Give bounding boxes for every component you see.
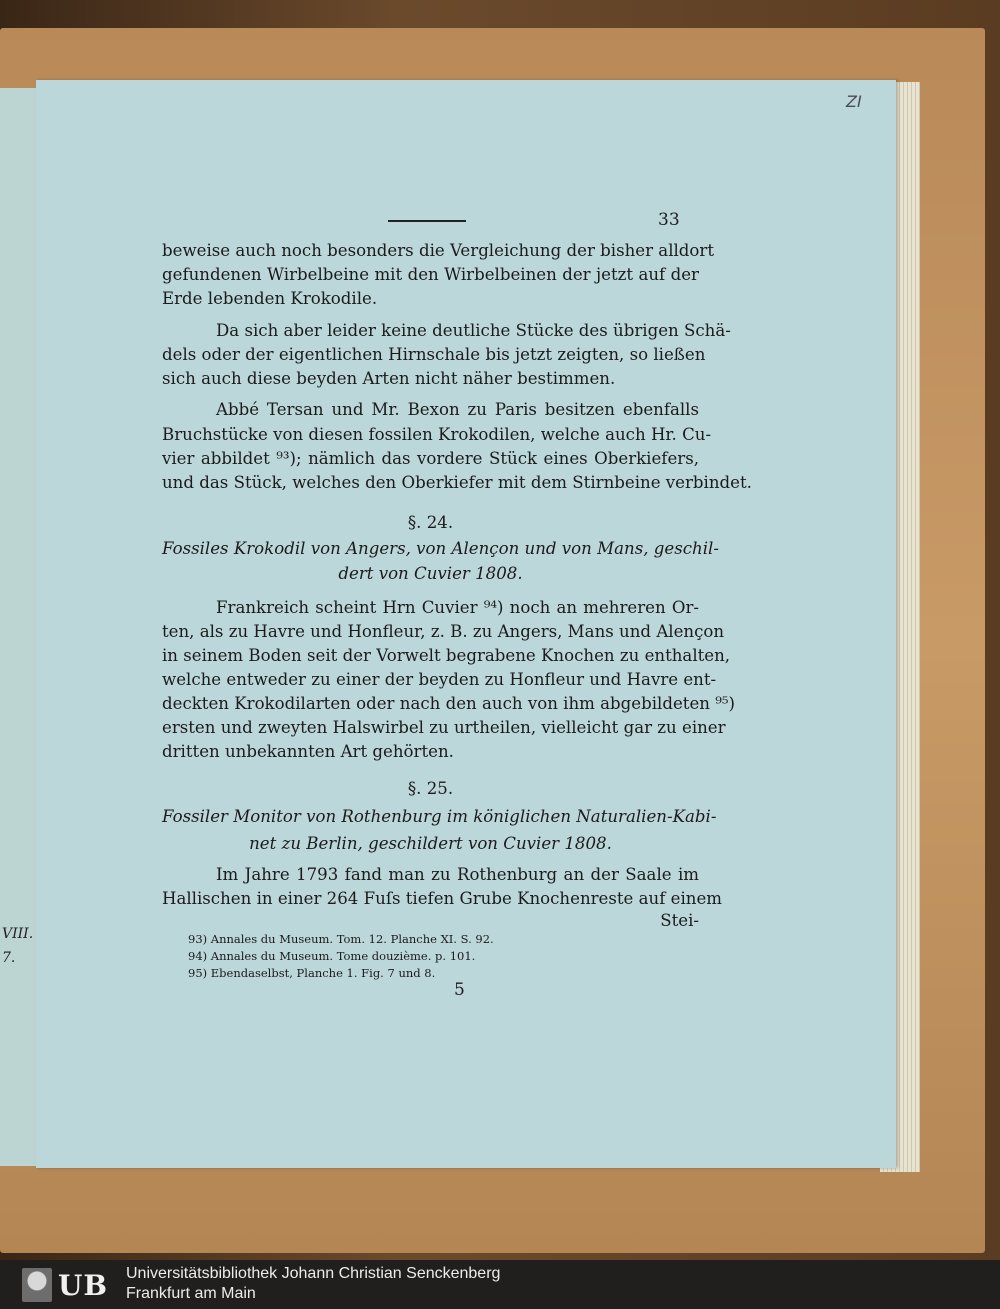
text-line: dels oder der eigentlichen Hirnschale bis jetzt zeigten, so ließen xyxy=(162,345,706,364)
logo-text: UB xyxy=(58,1269,109,1302)
text-line: Im Jahre 1793 fand man zu Rothenburg an der Saale im xyxy=(216,865,699,884)
document-page xyxy=(36,80,896,1168)
text-line: sich auch diese beyden Arten nicht näher bestimmen. xyxy=(162,369,616,388)
signature-mark: 5 xyxy=(454,980,465,1000)
text-line: gefundenen Wirbelbeine mit den Wirbelbeinen der jetzt auf der xyxy=(162,265,699,284)
text-line: und das Stück, welches den Oberkiefer mit dem Stirnbeine verbindet. xyxy=(162,473,752,492)
text-line: deckten Krokodilarten oder nach den auch von ihm abgebildeten ⁹⁵) xyxy=(162,694,736,713)
pencil-folio-mark: ZI xyxy=(846,92,862,111)
text-line: Erde lebenden Krokodile. xyxy=(162,289,378,308)
section-heading: dert von Cuvier 1808. xyxy=(338,564,523,583)
footnote: 93) Annales du Museum. Tom. 12. Planche XI. S. 92. xyxy=(188,932,494,946)
portrait-icon xyxy=(22,1268,52,1302)
catchword: Stei- xyxy=(660,911,699,930)
text-line: Hallischen in einer 264 Fuſs tiefen Grube Knochenreste auf einem xyxy=(162,889,723,908)
institution-name xyxy=(126,1264,500,1304)
section-heading: net zu Berlin, geschildert von Cuvier 1808. xyxy=(249,834,612,853)
facing-page-fragment: 7. xyxy=(2,950,16,966)
library-footer-bar xyxy=(0,1260,1000,1309)
institution-line: Frankfurt am Main xyxy=(126,1285,256,1302)
footnote: 94) Annales du Museum. Tome douzième. p. 101. xyxy=(188,949,476,963)
ub-logo xyxy=(22,1268,118,1302)
text-line: ersten und zweyten Halswirbel zu urtheilen, vielleicht gar zu einer xyxy=(162,718,726,737)
section-number: §. 25. xyxy=(407,779,454,798)
text-line: in seinem Boden seit der Vorwelt begrabene Knochen zu enthalten, xyxy=(162,646,731,665)
text-line: welche entweder zu einer der beyden zu Honfleur und Havre ent- xyxy=(162,670,717,689)
text-line: ten, als zu Havre und Honfleur, z. B. zu Angers, Mans und Alençon xyxy=(162,622,725,641)
page-number: 33 xyxy=(658,210,680,230)
section-heading: Fossiler Monitor von Rothenburg im königlichen Naturalien-Kabi- xyxy=(162,807,717,826)
facing-page-fragment: VIII. xyxy=(2,926,34,942)
text-line: Bruchstücke von diesen fossilen Krokodilen, welche auch Hr. Cu- xyxy=(162,425,712,444)
text-line: beweise auch noch besonders die Vergleichung der bisher alldort xyxy=(162,241,715,260)
text-line: vier abbildet ⁹³); nämlich das vordere Stück eines Oberkiefers, xyxy=(162,449,699,468)
section-heading: Fossiles Krokodil von Angers, von Alençon und von Mans, geschil- xyxy=(162,539,719,558)
institution-line: Universitätsbibliothek Johann Christian Senckenberg xyxy=(126,1265,501,1282)
facing-page-edge xyxy=(0,88,38,1166)
text-line: dritten unbekannten Art gehörten. xyxy=(162,742,454,761)
footnote: 95) Ebendaselbst, Planche 1. Fig. 7 und 8. xyxy=(188,966,436,980)
section-number: §. 24. xyxy=(407,513,454,532)
text-line: Abbé Tersan und Mr. Bexon zu Paris besitzen ebenfalls xyxy=(216,400,699,419)
text-line: Da sich aber leider keine deutliche Stücke des übrigen Schä- xyxy=(216,321,731,340)
header-rule xyxy=(388,220,466,222)
text-line: Frankreich scheint Hrn Cuvier ⁹⁴) noch an mehreren Or- xyxy=(216,598,699,617)
